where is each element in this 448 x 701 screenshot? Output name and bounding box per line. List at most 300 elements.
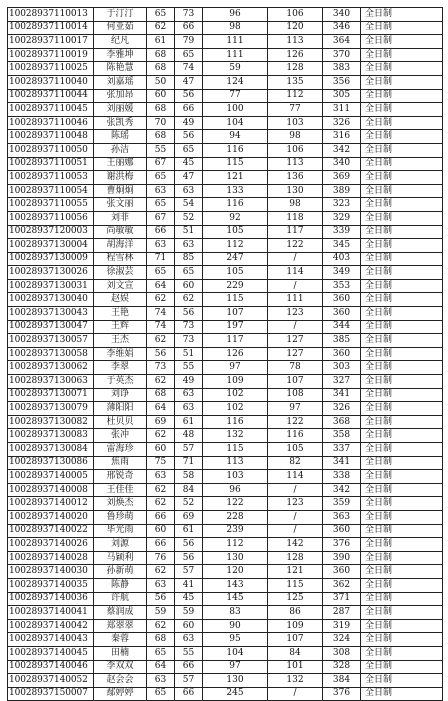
name-cell: 刘源 xyxy=(94,538,147,552)
score-cell: 96 xyxy=(203,483,268,497)
table-row xyxy=(8,116,443,130)
exam-id-cell: 10028937130086 xyxy=(8,456,94,470)
score-cell: 68 xyxy=(147,388,175,402)
study-mode-cell: 全日制 xyxy=(361,470,443,484)
score-cell: 63 xyxy=(147,184,175,198)
study-mode-cell: 全日制 xyxy=(361,293,443,307)
exam-id-cell: 10028937140012 xyxy=(8,497,94,511)
exam-id-cell: 10028937110053 xyxy=(8,171,94,185)
total-cell: 319 xyxy=(323,619,361,633)
table-row xyxy=(8,674,443,688)
study-mode-cell: 全日制 xyxy=(361,497,443,511)
score-cell: 60 xyxy=(147,443,175,457)
total-cell: 311 xyxy=(323,103,361,117)
total-cell: 376 xyxy=(323,538,361,552)
score-cell: 122 xyxy=(268,239,323,253)
score-cell: 127 xyxy=(268,334,323,348)
score-cell: 128 xyxy=(268,551,323,565)
score-cell: 54 xyxy=(175,198,203,212)
total-cell: 385 xyxy=(323,334,361,348)
exam-id-cell: 10028937110045 xyxy=(8,103,94,117)
total-cell: 345 xyxy=(323,239,361,253)
study-mode-cell: 全日制 xyxy=(361,674,443,688)
score-cell: 112 xyxy=(203,538,268,552)
total-cell: 316 xyxy=(323,130,361,144)
name-cell: 张文丽 xyxy=(94,198,147,212)
score-cell: 107 xyxy=(203,307,268,321)
score-cell: 117 xyxy=(268,225,323,239)
score-cell: 97 xyxy=(203,660,268,674)
score-cell: 59 xyxy=(203,62,268,76)
name-cell: 鲁珍萌 xyxy=(94,510,147,524)
score-cell: / xyxy=(268,252,323,266)
score-cell: 136 xyxy=(268,171,323,185)
score-cell: 65 xyxy=(147,687,175,701)
score-cell: 90 xyxy=(203,619,268,633)
study-mode-cell: 全日制 xyxy=(361,307,443,321)
table-row xyxy=(8,524,443,538)
score-cell: 102 xyxy=(203,388,268,402)
score-cell: 116 xyxy=(203,198,268,212)
table-row xyxy=(8,293,443,307)
study-mode-cell: 全日制 xyxy=(361,606,443,620)
table-row xyxy=(8,497,443,511)
score-cell: 62 xyxy=(175,293,203,307)
exam-id-cell: 10028937130063 xyxy=(8,375,94,389)
total-cell: 364 xyxy=(323,35,361,49)
name-cell: 孙洁 xyxy=(94,143,147,157)
score-cell: 98 xyxy=(203,21,268,35)
score-cell: 101 xyxy=(268,660,323,674)
exam-id-cell: 10028937140041 xyxy=(8,606,94,620)
score-cell: 247 xyxy=(203,252,268,266)
score-cell: 228 xyxy=(203,510,268,524)
score-cell: 77 xyxy=(268,103,323,117)
study-mode-cell: 全日制 xyxy=(361,687,443,701)
name-cell: 纪凡 xyxy=(94,35,147,49)
total-cell: 341 xyxy=(323,456,361,470)
total-cell: 340 xyxy=(323,157,361,171)
score-cell: 50 xyxy=(147,75,175,89)
score-cell: 114 xyxy=(268,266,323,280)
exam-id-cell: 10028937130084 xyxy=(8,443,94,457)
table-row xyxy=(8,551,443,565)
name-cell: 杜贝贝 xyxy=(94,415,147,429)
exam-id-cell: 10028937110046 xyxy=(8,116,94,130)
name-cell: 赵会会 xyxy=(94,674,147,688)
score-cell: 115 xyxy=(203,157,268,171)
name-cell: 刘菲 xyxy=(94,211,147,225)
table-row xyxy=(8,75,443,89)
score-cell: / xyxy=(268,524,323,538)
score-cell: 130 xyxy=(268,184,323,198)
exam-id-cell: 10028937120003 xyxy=(8,225,94,239)
exam-id-cell: 10028937110051 xyxy=(8,157,94,171)
exam-id-cell: 10028937110017 xyxy=(8,35,94,49)
total-cell: 346 xyxy=(323,21,361,35)
exam-id-cell: 10028937140026 xyxy=(8,538,94,552)
score-cell: 77 xyxy=(203,89,268,103)
total-cell: 368 xyxy=(323,415,361,429)
total-cell: 308 xyxy=(323,646,361,660)
name-cell: 陈艳慧 xyxy=(94,62,147,76)
total-cell: 356 xyxy=(323,75,361,89)
table-row xyxy=(8,334,443,348)
exam-id-cell: 10028937140042 xyxy=(8,619,94,633)
score-cell: 76 xyxy=(147,551,175,565)
table-row xyxy=(8,266,443,280)
name-cell: 鄢婷婷 xyxy=(94,687,147,701)
table-row xyxy=(8,347,443,361)
score-cell: 70 xyxy=(147,116,175,130)
table-row xyxy=(8,184,443,198)
name-cell: 于英杰 xyxy=(94,375,147,389)
exam-id-cell: 10028937140046 xyxy=(8,660,94,674)
exam-id-cell: 10028937130079 xyxy=(8,402,94,416)
study-mode-cell: 全日制 xyxy=(361,320,443,334)
score-cell: 41 xyxy=(175,578,203,592)
score-cell: 73 xyxy=(175,320,203,334)
total-cell: 360 xyxy=(323,347,361,361)
score-cell: 82 xyxy=(268,456,323,470)
score-cell: 66 xyxy=(175,103,203,117)
score-cell: 71 xyxy=(175,456,203,470)
name-cell: 刘文宣 xyxy=(94,279,147,293)
score-cell: 83 xyxy=(203,606,268,620)
study-mode-cell: 全日制 xyxy=(361,198,443,212)
exam-id-cell: 10028937130083 xyxy=(8,429,94,443)
score-cell: 63 xyxy=(147,674,175,688)
score-cell: 66 xyxy=(147,538,175,552)
score-cell: 106 xyxy=(268,8,323,22)
study-mode-cell: 全日制 xyxy=(361,375,443,389)
table-row xyxy=(8,443,443,457)
study-mode-cell: 全日制 xyxy=(361,551,443,565)
score-cell: 68 xyxy=(147,48,175,62)
table-row xyxy=(8,402,443,416)
score-cell: 73 xyxy=(147,361,175,375)
score-cell: 117 xyxy=(203,334,268,348)
study-mode-cell: 全日制 xyxy=(361,184,443,198)
score-cell: 132 xyxy=(203,429,268,443)
total-cell: 342 xyxy=(323,143,361,157)
score-cell: 245 xyxy=(203,687,268,701)
table-row xyxy=(8,565,443,579)
name-cell: 于汀汀 xyxy=(94,8,147,22)
score-cell: 63 xyxy=(147,470,175,484)
score-cell: 98 xyxy=(268,198,323,212)
score-cell: 66 xyxy=(147,510,175,524)
study-mode-cell: 全日制 xyxy=(361,361,443,375)
name-cell: 张冲 xyxy=(94,429,147,443)
study-mode-cell: 全日制 xyxy=(361,35,443,49)
name-cell: 王丽娜 xyxy=(94,157,147,171)
score-cell: 65 xyxy=(147,8,175,22)
score-cell: 125 xyxy=(268,592,323,606)
table-row xyxy=(8,8,443,22)
total-cell: 383 xyxy=(323,62,361,76)
score-cell: 62 xyxy=(147,334,175,348)
name-cell: 刘诤 xyxy=(94,388,147,402)
score-cell: 132 xyxy=(268,674,323,688)
score-cell: 79 xyxy=(175,35,203,49)
score-cell: 143 xyxy=(203,578,268,592)
study-mode-cell: 全日制 xyxy=(361,130,443,144)
score-cell: 60 xyxy=(147,89,175,103)
study-mode-cell: 全日制 xyxy=(361,211,443,225)
table-row xyxy=(8,21,443,35)
table-row xyxy=(8,538,443,552)
score-cell: 112 xyxy=(203,239,268,253)
score-cell: 66 xyxy=(175,660,203,674)
score-cell: 130 xyxy=(203,551,268,565)
score-cell: 121 xyxy=(268,565,323,579)
total-cell: 359 xyxy=(323,497,361,511)
score-cell: 115 xyxy=(268,578,323,592)
score-cell: 104 xyxy=(203,646,268,660)
total-cell: 303 xyxy=(323,361,361,375)
study-mode-cell: 全日制 xyxy=(361,171,443,185)
study-mode-cell: 全日制 xyxy=(361,225,443,239)
name-cell: 胡海洋 xyxy=(94,239,147,253)
study-mode-cell: 全日制 xyxy=(361,8,443,22)
score-cell: 58 xyxy=(175,470,203,484)
exam-id-cell: 10028937140036 xyxy=(8,592,94,606)
exam-id-cell: 10028937110025 xyxy=(8,62,94,76)
score-cell: 103 xyxy=(203,470,268,484)
table-row xyxy=(8,456,443,470)
name-cell: 何亚茹 xyxy=(94,21,147,35)
score-cell: 120 xyxy=(268,21,323,35)
score-cell: 123 xyxy=(268,307,323,321)
name-cell: 郑翠翠 xyxy=(94,619,147,633)
score-cell: 68 xyxy=(147,130,175,144)
exam-id-cell: 10028937130058 xyxy=(8,347,94,361)
table-row xyxy=(8,660,443,674)
total-cell: 342 xyxy=(323,483,361,497)
study-mode-cell: 全日制 xyxy=(361,48,443,62)
exam-id-cell: 10028937140045 xyxy=(8,646,94,660)
study-mode-cell: 全日制 xyxy=(361,116,443,130)
score-cell: 109 xyxy=(268,619,323,633)
table-row xyxy=(8,415,443,429)
score-cell: 107 xyxy=(268,375,323,389)
score-cell: 124 xyxy=(203,75,268,89)
score-cell: 105 xyxy=(268,443,323,457)
score-cell: 45 xyxy=(175,157,203,171)
score-cell: 61 xyxy=(147,35,175,49)
total-cell: 287 xyxy=(323,606,361,620)
name-cell: 邢锐奇 xyxy=(94,470,147,484)
score-cell: 55 xyxy=(175,361,203,375)
score-cell: 56 xyxy=(147,347,175,361)
score-cell: 63 xyxy=(175,388,203,402)
study-mode-cell: 全日制 xyxy=(361,443,443,457)
table-row xyxy=(8,48,443,62)
name-cell: 赵娱 xyxy=(94,293,147,307)
score-cell: 133 xyxy=(203,184,268,198)
study-mode-cell: 全日制 xyxy=(361,75,443,89)
score-cell: 62 xyxy=(147,21,175,35)
name-cell: 程雪林 xyxy=(94,252,147,266)
score-cell: 123 xyxy=(268,497,323,511)
exam-id-cell: 10028937110055 xyxy=(8,198,94,212)
table-row xyxy=(8,592,443,606)
study-mode-cell: 全日制 xyxy=(361,646,443,660)
exam-id-cell: 10028937130031 xyxy=(8,279,94,293)
study-mode-cell: 全日制 xyxy=(361,334,443,348)
exam-id-cell: 10028937110044 xyxy=(8,89,94,103)
score-cell: 52 xyxy=(175,497,203,511)
study-mode-cell: 全日制 xyxy=(361,347,443,361)
table-row xyxy=(8,171,443,185)
score-cell: 121 xyxy=(203,171,268,185)
score-cell: 65 xyxy=(175,266,203,280)
score-cell: 113 xyxy=(203,456,268,470)
score-cell: 126 xyxy=(203,347,268,361)
exam-id-cell: 10028937130047 xyxy=(8,320,94,334)
score-cell: 65 xyxy=(175,143,203,157)
total-cell: 362 xyxy=(323,578,361,592)
name-cell: 孙新萌 xyxy=(94,565,147,579)
name-cell: 谢洪梅 xyxy=(94,171,147,185)
score-cell: 78 xyxy=(268,361,323,375)
score-cell: 56 xyxy=(175,307,203,321)
score-cell: 86 xyxy=(268,606,323,620)
table-row xyxy=(8,429,443,443)
exam-id-cell: 10028937130040 xyxy=(8,293,94,307)
table-row xyxy=(8,211,443,225)
name-cell: 陈瑶 xyxy=(94,130,147,144)
score-cell: / xyxy=(268,279,323,293)
score-cell: 51 xyxy=(175,347,203,361)
score-cell: 62 xyxy=(147,565,175,579)
study-mode-cell: 全日制 xyxy=(361,592,443,606)
score-cell: 108 xyxy=(268,388,323,402)
score-cell: 65 xyxy=(147,171,175,185)
score-cell: 74 xyxy=(147,307,175,321)
study-mode-cell: 全日制 xyxy=(361,402,443,416)
score-cell: 55 xyxy=(147,143,175,157)
score-cell: 62 xyxy=(147,483,175,497)
score-cell: 45 xyxy=(175,592,203,606)
total-cell: 363 xyxy=(323,510,361,524)
study-mode-cell: 全日制 xyxy=(361,266,443,280)
score-cell: 65 xyxy=(147,266,175,280)
table-row xyxy=(8,198,443,212)
score-cell: 122 xyxy=(203,497,268,511)
table-row xyxy=(8,606,443,620)
exam-id-cell: 10028937110014 xyxy=(8,21,94,35)
study-mode-cell: 全日制 xyxy=(361,21,443,35)
score-cell: 115 xyxy=(203,443,268,457)
score-cell: 63 xyxy=(175,402,203,416)
name-cell: 王艳 xyxy=(94,307,147,321)
table-row xyxy=(8,239,443,253)
table-row xyxy=(8,578,443,592)
table-row xyxy=(8,388,443,402)
score-cell: 55 xyxy=(175,646,203,660)
exam-id-cell: 10028937130009 xyxy=(8,252,94,266)
table-row xyxy=(8,320,443,334)
total-cell: 328 xyxy=(323,660,361,674)
study-mode-cell: 全日制 xyxy=(361,565,443,579)
exam-id-cell: 10028937140005 xyxy=(8,470,94,484)
score-cell: 59 xyxy=(147,606,175,620)
name-cell: 田楠 xyxy=(94,646,147,660)
score-cell: 116 xyxy=(203,415,268,429)
score-cell: 61 xyxy=(175,415,203,429)
study-mode-cell: 全日制 xyxy=(361,279,443,293)
exam-id-cell: 10028937140022 xyxy=(8,524,94,538)
total-cell: 358 xyxy=(323,429,361,443)
total-cell: 323 xyxy=(323,198,361,212)
exam-id-cell: 10028937130026 xyxy=(8,266,94,280)
score-cell: 68 xyxy=(147,103,175,117)
score-cell: / xyxy=(268,483,323,497)
score-table xyxy=(7,7,443,701)
exam-id-cell: 10028937140052 xyxy=(8,674,94,688)
score-cell: 68 xyxy=(147,62,175,76)
total-cell: 326 xyxy=(323,402,361,416)
total-cell: 360 xyxy=(323,565,361,579)
study-mode-cell: 全日制 xyxy=(361,62,443,76)
exam-id-cell: 10028937110040 xyxy=(8,75,94,89)
exam-id-cell: 10028937110056 xyxy=(8,211,94,225)
study-mode-cell: 全日制 xyxy=(361,619,443,633)
score-cell: 68 xyxy=(147,633,175,647)
score-cell: 47 xyxy=(175,171,203,185)
score-cell: 120 xyxy=(203,565,268,579)
score-cell: 128 xyxy=(268,62,323,76)
score-cell: 74 xyxy=(147,320,175,334)
exam-id-cell: 10028937110054 xyxy=(8,184,94,198)
score-cell: 113 xyxy=(268,157,323,171)
name-cell: 李维娟 xyxy=(94,347,147,361)
name-cell: 王佳佳 xyxy=(94,483,147,497)
exam-id-cell: 10028937140020 xyxy=(8,510,94,524)
score-cell: 60 xyxy=(175,619,203,633)
exam-id-cell: 10028937130004 xyxy=(8,239,94,253)
score-cell: 145 xyxy=(203,592,268,606)
score-cell: / xyxy=(268,687,323,701)
score-cell: 95 xyxy=(203,633,268,647)
name-cell: 曹炯炯 xyxy=(94,184,147,198)
score-cell: 56 xyxy=(175,551,203,565)
score-cell: 75 xyxy=(147,456,175,470)
score-cell: 62 xyxy=(147,497,175,511)
total-cell: 341 xyxy=(323,388,361,402)
name-cell: 徐淑芸 xyxy=(94,266,147,280)
exam-id-cell: 10028937110019 xyxy=(8,48,94,62)
name-cell: 刘嘉瑶 xyxy=(94,75,147,89)
score-cell: 56 xyxy=(175,538,203,552)
exam-id-cell: 10028937140043 xyxy=(8,633,94,647)
score-cell: 130 xyxy=(203,674,268,688)
total-cell: 324 xyxy=(323,633,361,647)
name-cell: 许航 xyxy=(94,592,147,606)
name-cell: 雷海珍 xyxy=(94,443,147,457)
score-cell: 51 xyxy=(175,225,203,239)
name-cell: 张加昂 xyxy=(94,89,147,103)
score-cell: 96 xyxy=(203,8,268,22)
table-row xyxy=(8,143,443,157)
score-cell: 69 xyxy=(175,510,203,524)
study-mode-cell: 全日制 xyxy=(361,103,443,117)
score-cell: 105 xyxy=(203,266,268,280)
exam-id-cell: 10028937140008 xyxy=(8,483,94,497)
score-cell: 94 xyxy=(203,130,268,144)
